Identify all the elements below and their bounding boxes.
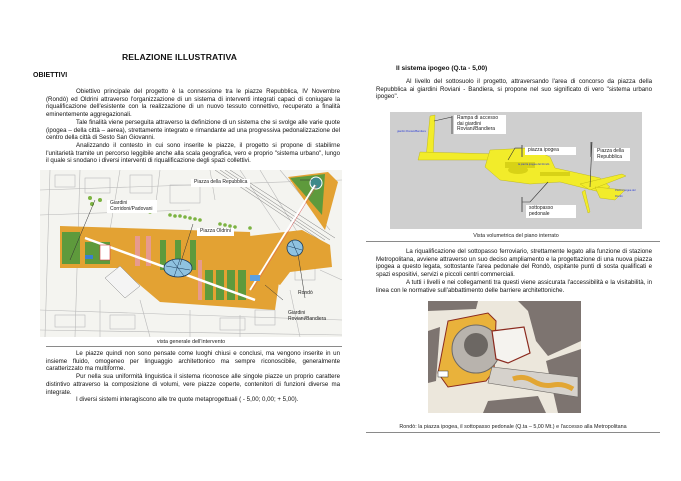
paragraph: I diversi sistemi interagiscono alle tre quote metaprogettuali ( - 5,00; 0,00; + 5,00). [76,396,299,404]
map-label-giardini-corridoni: Giardini Corridoni/Padovani [107,200,157,213]
document-title: RELAZIONE ILLUSTRATIVA [122,52,238,62]
map-caption: vista generale dell'intervento [156,339,226,345]
site-plan-map [40,170,342,337]
rondo-floor-plan [428,301,581,413]
ipogeo-closing-text [376,248,652,294]
render-caption: Vista volumetrica del piano interrato [473,233,559,239]
map-label-piazza-repubblica: Piazza della Repubblica [191,179,250,187]
render-tiny-label: la piazza ipogea del Rondò [518,163,550,166]
section-heading-obiettivi: OBIETTIVI [33,72,68,79]
intro-text [46,88,340,165]
paragraph: Obiettivo principale del progetto è la connessione tra le piazze Repubblica, IV Novembre (Rondò) ed Oldrini attraverso l'organizzazione di un sistema di interventi integrati capaci di coniugare la riqualificazione dell'esistente con la realizzazione di un nuovo tessuto connettivo, recuperato a finalità eminentemente aggregazionali. [46,88,340,119]
divider [366,241,660,242]
ipogeo-intro-text [376,78,652,101]
paragraph: La riqualificazione del sottopasso ferroviario, strettamente legato alla funzione di stazione Metropolitana, avviene attraverso un suo deciso ampliamento e la progettazione di una nuova piazza ipogea a questo legata, sottostante l'area pedonale del Rondò, ospitante punti di sosta qualificati e spazi espositivi, servizi e piccoli centri commerciali. [376,248,652,279]
section-heading-ipogeo: Il sistema ipogeo (Q.ta - 5,00) [396,65,488,72]
paragraph: Al livello del sottosuolo il progetto, attraversando l'area di concorso da piazza della Repubblica ai giardini Roviani - Bandiera, si propone nel suo significato di vero "sistema urbano ipogeo". [376,78,652,101]
glass-pavilion-rondo [287,240,303,256]
divider [46,346,342,347]
render-tiny-label: Piazza ipogea del Rondò [615,189,636,198]
render-label-piazza-repubblica: Piazza della Repubblica [594,148,630,161]
volumetric-render [390,112,642,229]
render-label-piazza-ipogea: piazza ipogea [525,147,576,155]
map-label-rondo: Rondò [298,290,313,296]
underground-volume-drawing [390,112,642,229]
map-label-piazza-oldrini: Piazza Oldrini [197,228,234,236]
divider [366,432,660,433]
paragraph: Tale finalità viene perseguita attraverso la definizione di un sistema che si svolge alle varie quote (ipogea – della città – aerea), strettamente integrato e rimandante ad una progressiva pedonalizzazione del centro della città di Sesto San Giovanni. [46,118,340,142]
paragraph: Analizzando il contesto in cui sono inserite le piazze, il progetto si propone di stabilirne l'unitarietà tramite un percorso leggibile anche alla scala geografica, vero e proprio "sistema urbano", lungo il quale si snodano i diversi interventi di riqualificazione degli spazi collettivi. [46,141,340,165]
plan-caption: Rondò: la piazza ipogea, il sottopasso pedonale (Q.ta – 5,00 Mt.) e l'accesso alla Metropolitana [399,424,627,430]
paragraph: A tutti i livelli e nei collegamenti tra questi viene assicurata l'accessibilità e la visitabilità, in linea con le normative sull'abbattimento delle barriere architettoniche. [376,278,652,294]
render-label-rampa: Rampa di accesso dai giardini Roviani/Bandiera [454,115,506,134]
map-label-giardini-roviani: Giardini Roviani/Bandiera [288,310,327,322]
render-tiny-label: giardini Roviani/Bandiera [397,130,426,133]
glass-pavilion-oldrini [164,259,192,277]
paragraph: Pur nella sua uniformità linguistica il sistema riconosce alle singole piazze un proprio carattere distintivo attraverso la composizione di volumi, vere piazze coperte, contenitori di funzioni diverse ma integrate. [46,373,340,396]
floor-plan-drawing [428,301,581,413]
closing-text [46,350,340,404]
render-label-sottopasso: sottopasso pedonale [526,205,576,218]
paragraph: Le piazze quindi non sono pensate come luoghi chiusi e conclusi, ma vengono inserite in un insieme fluido, omogeneo per linguaggio architettonico ma sempre riconoscibile, generalmente caratterizzato ma multiforme. [46,350,340,373]
